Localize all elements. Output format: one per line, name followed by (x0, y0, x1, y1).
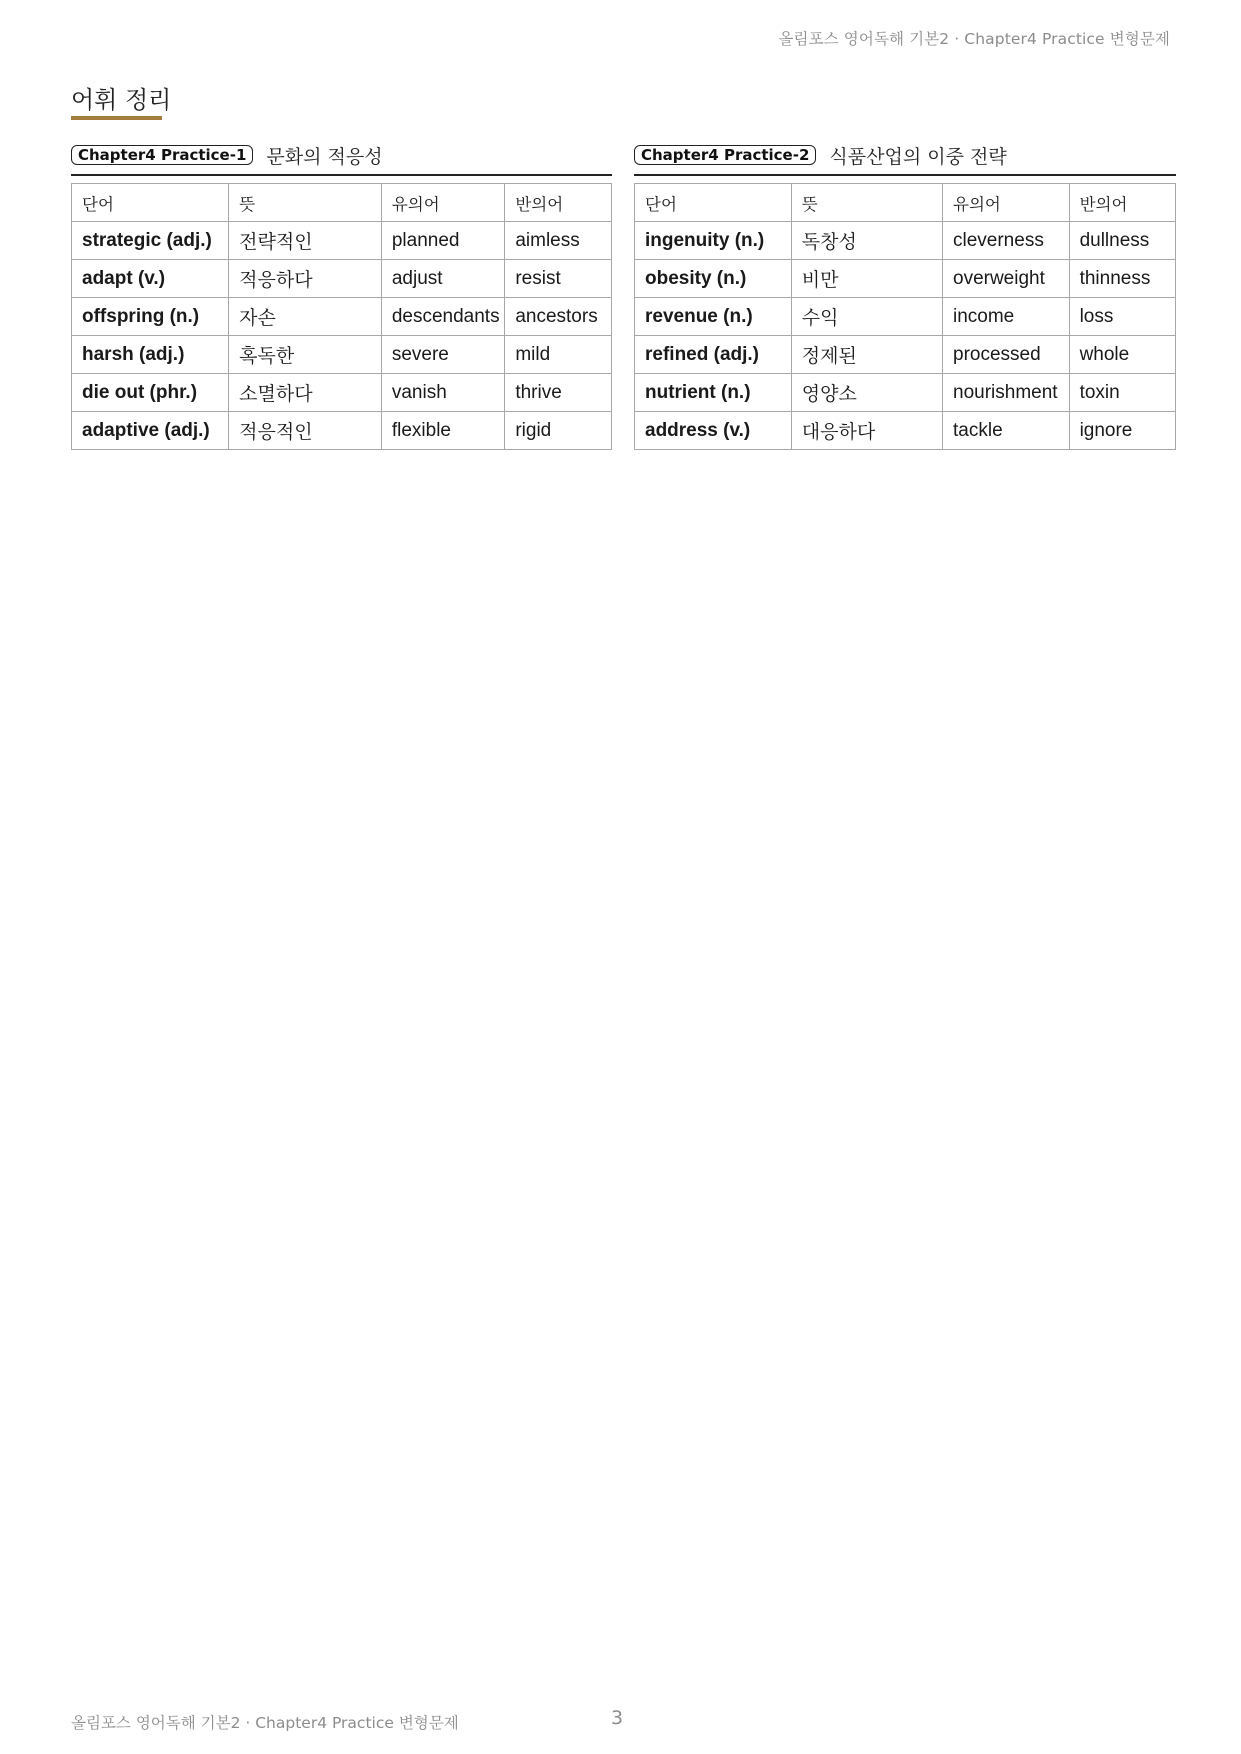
word-cell: strategic (adj.) (72, 222, 229, 260)
synonym-cell: cleverness (943, 222, 1070, 260)
synonym-cell: flexible (381, 412, 504, 450)
antonym-cell: mild (505, 336, 612, 374)
antonym-cell: whole (1069, 336, 1175, 374)
synonym-cell: severe (381, 336, 504, 374)
vocab-table (71, 183, 612, 450)
section-title-underline (71, 116, 162, 120)
chapter-badge: Chapter4 Practice-1 (71, 145, 253, 165)
meaning-cell: 적응적인 (229, 412, 382, 450)
heading-divider (634, 174, 1176, 176)
synonym-cell: descendants (381, 298, 504, 336)
word-cell: offspring (n.) (72, 298, 229, 336)
antonym-cell: dullness (1069, 222, 1175, 260)
running-header: 올림포스 영어독해 기본2 · Chapter4 Practice 변형문제 (778, 30, 1170, 48)
column-header-word: 단어 (72, 184, 229, 222)
table-header-row (72, 184, 612, 222)
column-header-antonym: 반의어 (1069, 184, 1175, 222)
table-row (72, 412, 612, 450)
meaning-cell: 정제된 (791, 336, 942, 374)
meaning-cell: 소멸하다 (229, 374, 382, 412)
synonym-cell: income (943, 298, 1070, 336)
word-cell: revenue (n.) (635, 298, 792, 336)
table-row (635, 374, 1176, 412)
synonym-cell: planned (381, 222, 504, 260)
antonym-cell: rigid (505, 412, 612, 450)
antonym-cell: toxin (1069, 374, 1175, 412)
chapter-badge: Chapter4 Practice-2 (634, 145, 816, 165)
synonym-cell: overweight (943, 260, 1070, 298)
meaning-cell: 영양소 (791, 374, 942, 412)
antonym-cell: ancestors (505, 298, 612, 336)
table-row (72, 298, 612, 336)
synonym-cell: nourishment (943, 374, 1070, 412)
column-header-meaning: 뜻 (791, 184, 942, 222)
table-row (635, 260, 1176, 298)
table-row (635, 298, 1176, 336)
column-header-word: 단어 (635, 184, 792, 222)
word-cell: obesity (n.) (635, 260, 792, 298)
block-topic: 식품산업의 이중 전략 (829, 145, 1007, 168)
word-cell: adapt (v.) (72, 260, 229, 298)
antonym-cell: aimless (505, 222, 612, 260)
word-cell: refined (adj.) (635, 336, 792, 374)
vocab-block-practice-1 (71, 143, 612, 450)
meaning-cell: 적응하다 (229, 260, 382, 298)
meaning-cell: 혹독한 (229, 336, 382, 374)
table-row (635, 222, 1176, 260)
column-header-synonym: 유의어 (943, 184, 1070, 222)
meaning-cell: 비만 (791, 260, 942, 298)
word-cell: ingenuity (n.) (635, 222, 792, 260)
table-row (72, 336, 612, 374)
page-number: 3 (611, 1707, 624, 1729)
meaning-cell: 수익 (791, 298, 942, 336)
meaning-cell: 자손 (229, 298, 382, 336)
synonym-cell: processed (943, 336, 1070, 374)
word-cell: nutrient (n.) (635, 374, 792, 412)
table-row (72, 260, 612, 298)
meaning-cell: 대응하다 (791, 412, 942, 450)
block-topic: 문화의 적응성 (266, 145, 383, 168)
table-row (72, 374, 612, 412)
antonym-cell: resist (505, 260, 612, 298)
running-footer: 올림포스 영어독해 기본2 · Chapter4 Practice 변형문제 (71, 1714, 459, 1732)
synonym-cell: vanish (381, 374, 504, 412)
word-cell: address (v.) (635, 412, 792, 450)
meaning-cell: 독창성 (791, 222, 942, 260)
vocab-block-heading (71, 143, 612, 167)
column-header-antonym: 반의어 (505, 184, 612, 222)
vocab-block-heading (634, 143, 1176, 167)
table-row (635, 412, 1176, 450)
synonym-cell: adjust (381, 260, 504, 298)
word-cell: harsh (adj.) (72, 336, 229, 374)
vocab-block-practice-2 (634, 143, 1176, 450)
table-row (635, 336, 1176, 374)
antonym-cell: thrive (505, 374, 612, 412)
section-title: 어휘 정리 (71, 86, 172, 114)
table-row (72, 222, 612, 260)
vocab-table (634, 183, 1176, 450)
word-cell: die out (phr.) (72, 374, 229, 412)
synonym-cell: tackle (943, 412, 1070, 450)
antonym-cell: loss (1069, 298, 1175, 336)
column-header-meaning: 뜻 (229, 184, 382, 222)
word-cell: adaptive (adj.) (72, 412, 229, 450)
column-header-synonym: 유의어 (381, 184, 504, 222)
antonym-cell: ignore (1069, 412, 1175, 450)
table-header-row (635, 184, 1176, 222)
heading-divider (71, 174, 612, 176)
meaning-cell: 전략적인 (229, 222, 382, 260)
antonym-cell: thinness (1069, 260, 1175, 298)
